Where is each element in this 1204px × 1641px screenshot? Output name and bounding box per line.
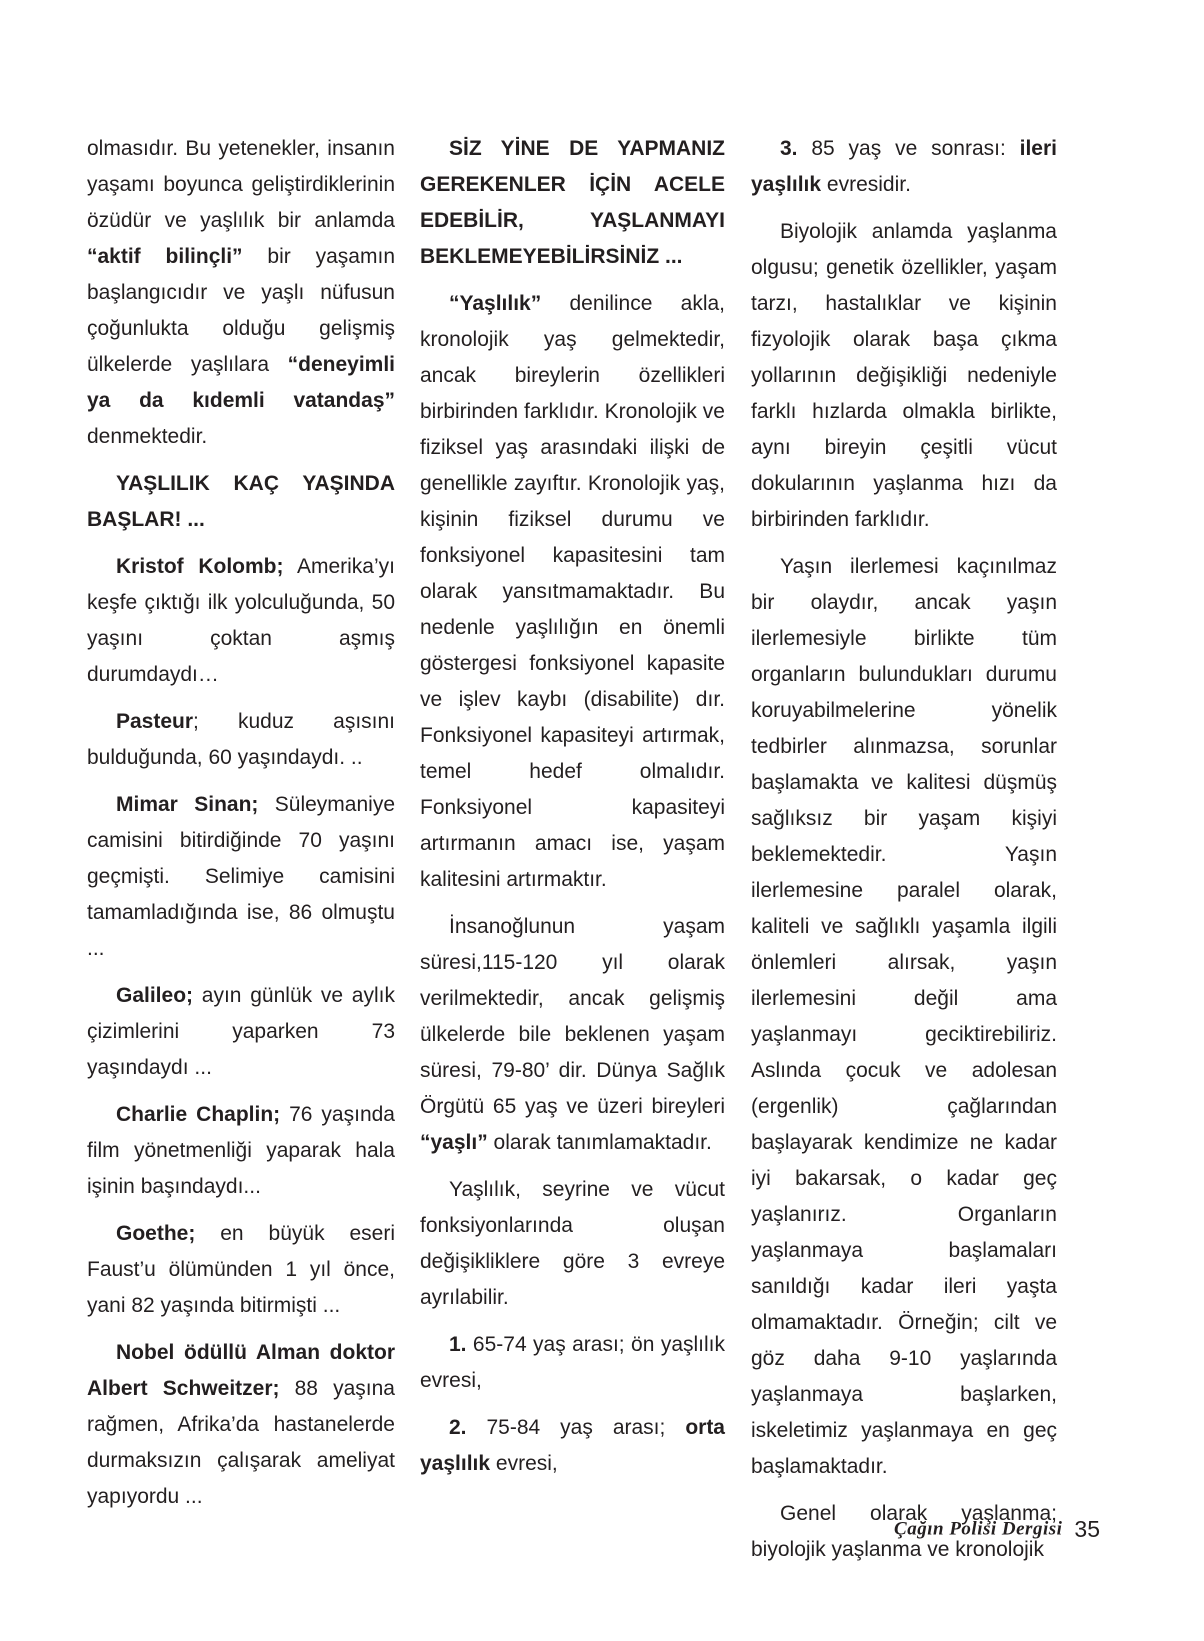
bold-text: orta yaşlılık: [420, 1416, 725, 1475]
text: Amerika’yı keşfe çıktığı ilk yolculuğunda, 50 yaşını çoktan aşmış durumdaydı…: [87, 555, 395, 686]
text: 88 yaşına rağmen, Afrika’da hastanelerde durmaksızın çalışarak ameliyat yapıyordu ...: [87, 1377, 395, 1508]
text: en büyük eseri Faust’u ölümünden 1 yıl önce, yani 82 yaşında bitirmişti ...: [87, 1222, 395, 1317]
paragraph-galileo: [87, 978, 395, 1086]
section-heading: SİZ YİNE DE YAPMANIZ GEREKENLER İÇİN ACELE EDEBİLİR, YAŞLANMAYI BEKLEMEYEBİLİRSİNİZ ...: [420, 137, 725, 268]
column-3: [751, 131, 1057, 1579]
paragraph-evreler: Yaşlılık, seyrine ve vücut fonksiyonlarında oluşan değişikliklere göre 3 evreye ayrılabilir.: [420, 1178, 725, 1309]
bold-text: “aktif bilinçli”: [87, 245, 243, 268]
column-1: [87, 131, 395, 1526]
list-item-2: [420, 1410, 725, 1482]
bold-text: ileri yaşlılık: [751, 137, 1057, 196]
text: evresi,: [490, 1452, 558, 1475]
text: Süleymaniye camisini bitirdiğinde 70 yaşını geçmişti. Selimiye camisini tamamladığında ise, 86 olmuştu ...: [87, 793, 396, 960]
list-item-3: [751, 131, 1057, 203]
text: evresidir.: [821, 173, 911, 196]
page-number: 35: [1074, 1516, 1100, 1542]
list-item-1: [420, 1327, 725, 1399]
text: 65-74 yaş arası; ön yaşlılık evresi,: [420, 1333, 725, 1392]
bold-text: 2.: [449, 1416, 467, 1439]
paragraph-kolomb: [87, 549, 395, 693]
text: ayın günlük ve aylık çizimlerini yaparken 73 yaşındaydı ...: [87, 984, 395, 1079]
page-footer: [760, 1516, 1100, 1543]
text: olmasıdır. Bu yetenekler, insanın yaşamı boyunca geliştirdiklerinin özüdür ve yaşlılık bir anlamda: [87, 137, 395, 232]
bold-text: Charlie Chaplin;: [116, 1103, 281, 1126]
text: 76 yaşında film yönetmenliği yaparak hala işinin başındaydı...: [87, 1103, 395, 1198]
magazine-name: Çağın Polisi Dergisi: [894, 1518, 1063, 1540]
bold-text: Goethe;: [116, 1222, 196, 1245]
bold-text: “deneyimli ya da kıdemli vatandaş”: [87, 353, 395, 412]
paragraph-genel: Genel olarak yaşlanma; biyolojik yaşlanma ve kronolojik: [751, 1502, 1057, 1561]
paragraph-pasteur: [87, 704, 395, 776]
paragraph-intro: [87, 131, 395, 455]
paragraph-yasam-suresi: [420, 909, 725, 1161]
bold-text: Pasteur: [116, 710, 194, 733]
bold-text: Galileo;: [116, 984, 194, 1007]
paragraph-biyolojik: Biyolojik anlamda yaşlanma olgusu; genetik özellikler, yaşam tarzı, hastalıklar ve kişinin fizyolojik olarak başa çıkma yollarının değişikliği nedeniyle farklı hızlarda olmakla birlikte, aynı bireyin çeşitli vücut dokularının yaşlanma hızı da birbirinden farklıdır.: [751, 220, 1057, 531]
text: İnsanoğlunun yaşam süresi,115-120 yıl olarak verilmektedir, ancak gelişmiş ülkelerde bile beklenen yaşam süresi, 79-80’ dir. Dünya Sağlık Örgütü 65 yaş ve üzeri bireyleri: [420, 915, 725, 1118]
text: denilince akla, kronolojik yaş gelmektedir, ancak bireylerin özellikleri birbirinden farklıdır. Kronolojik ve fiziksel yaş arasındaki ilişki de genellikle zayıftır. Kronolojik yaş, kişinin fiziksel durumu ve fonksiyonel kapasitesini tam olarak yansıtmamaktadır. Bu nedenle yaşlılığın en önemli göstergesi fonksiyonel kapasite ve işlev kaybı (disabilite) dır. Fonksiyonel kapasiteyi artırmak, temel hedef olmalıdır. Fonksiyonel kapasiteyi artırmanın amacı ise, yaşam kalitesini artırmaktır.: [420, 292, 725, 891]
paragraph-chaplin: [87, 1097, 395, 1205]
bold-text: 1.: [449, 1333, 467, 1356]
paragraph-yasin-ilerlemesi: Yaşın ilerlemesi kaçınılmaz bir olaydır, ancak yaşın ilerlemesiyle birlikte tüm organların bulundukları durumu koruyabilmelerine yönelik tedbirler alınmazsa, sorunlar başlamakta ve kalitesi düşmüş sağlıksız bir yaşam kişiyi beklemektedir. Yaşın ilerlemesine paralel olarak, kaliteli ve sağlıklı yaşamla ilgili önlemleri alırsak, yaşın ilerlemesini değil ama yaşlanmayı geciktirebiliriz. Aslında çocuk ve adolesan (ergenlik) çağlarından başlayarak kendimize ne kadar iyi bakarsak, o kadar geç yaşlanırız. Organların yaşlanmaya başlamaları sanıldığı kadar ileri yaşta olmamaktadır. Örneğin; cilt ve göz daha 9-10 yaşlarında yaşlanmaya başlarken, iskeletimiz yaşlanmaya en geç başlamaktadır.: [751, 555, 1057, 1478]
bold-text: “Yaşlılık”: [449, 292, 542, 315]
paragraph-yaslilik: [420, 286, 725, 898]
paragraph-sinan: [87, 787, 395, 967]
text: olarak tanımlamaktadır.: [487, 1131, 712, 1154]
text: denmektedir.: [87, 425, 208, 448]
text: bir yaşamın başlangıcıdır ve yaşlı nüfusun çoğunlukta olduğu gelişmiş ülkelerde yaşlılara: [87, 245, 395, 376]
text: 75-84 yaş arası;: [466, 1416, 686, 1439]
bold-text: Nobel ödüllü Alman doktor Albert Schweitzer;: [87, 1341, 395, 1400]
bold-text: “yaşlı”: [420, 1131, 488, 1154]
paragraph-goethe: [87, 1216, 395, 1324]
section-heading: YAŞLILIK KAÇ YAŞINDA BAŞLAR! ...: [87, 472, 395, 531]
bold-text: Kristof Kolomb;: [116, 555, 284, 578]
bold-text: Mimar Sinan;: [116, 793, 259, 816]
paragraph-schweitzer: [87, 1335, 395, 1515]
bold-text: 3.: [780, 137, 798, 160]
text: 85 yaş ve sonrası:: [797, 137, 1020, 160]
column-2: [420, 131, 725, 1493]
text: ; kuduz aşısını bulduğunda, 60 yaşındaydı. ..: [87, 710, 395, 769]
